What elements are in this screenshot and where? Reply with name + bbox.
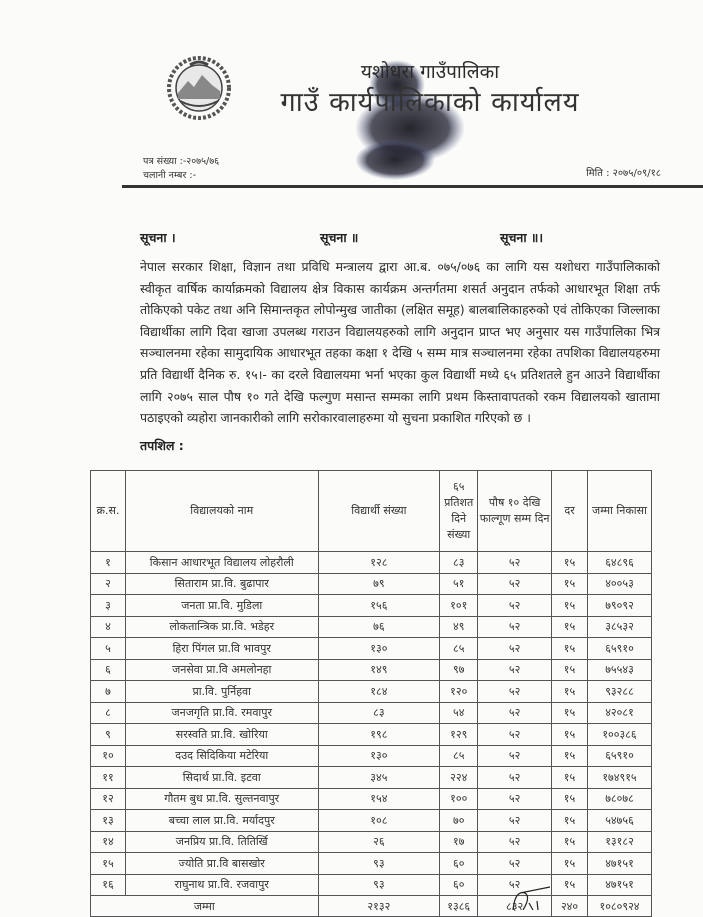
cell-rate: १५ <box>552 745 588 767</box>
cell-school-name: जनजगृति प्रा.वि. रमवापुर <box>125 702 318 724</box>
cell-serial: १३ <box>91 810 126 832</box>
cell-days: ५२ <box>478 745 552 767</box>
cell-serial: १२ <box>91 788 126 810</box>
cell-serial: ७ <box>91 681 126 703</box>
reference-number: पत्र संख्या :-२०७५/७६ <box>143 156 220 167</box>
table-row <box>91 638 652 660</box>
cell-serial: ११ <box>91 767 126 789</box>
table-row <box>91 874 652 896</box>
allocation-table <box>90 470 652 917</box>
cell-students: १०८ <box>318 810 440 832</box>
cell-serial: १ <box>91 552 126 574</box>
cell-rate: १५ <box>552 616 588 638</box>
cell-school-name: सिदार्थ प्रा.वि. इटवा <box>125 767 318 789</box>
cell-rate: १५ <box>552 788 588 810</box>
cell-amount: ७८०७८ <box>588 788 652 810</box>
cell-serial: १४ <box>91 831 126 853</box>
cell-65-percent: १७ <box>440 831 478 853</box>
cell-65-percent: ४९ <box>440 616 478 638</box>
cell-school-name: बच्चा लाल प्रा.वि. मर्यादपुर <box>125 810 318 832</box>
cell-students: १२८ <box>318 552 440 574</box>
cell-65-percent: १०१ <box>440 595 478 617</box>
office-name: गाउँ कार्यपालिकाको कार्यालय <box>280 87 580 118</box>
header-school-name: विद्यालयको नाम <box>125 471 318 552</box>
cell-days: ५२ <box>478 724 552 746</box>
cell-65-percent: ६० <box>440 853 478 875</box>
cell-amount: ९३२८८ <box>588 681 652 703</box>
cell-students: १४९ <box>318 659 440 681</box>
cell-school-name: सिताराम प्रा.वि. बुढापार <box>125 573 318 595</box>
cell-amount: १००३८६ <box>588 724 652 746</box>
cell-students: ९३ <box>318 853 440 875</box>
notice-heading-3: सूचना ॥। <box>500 230 544 245</box>
cell-rate: १५ <box>552 853 588 875</box>
cell-school-name: जनसेवा प्रा.वि अमलोनहा <box>125 659 318 681</box>
cell-amount: ४२०८१ <box>588 702 652 724</box>
cell-65-percent: ६० <box>440 874 478 896</box>
table-row <box>91 702 652 724</box>
cell-65-percent: ५१ <box>440 573 478 595</box>
cell-days: ५२ <box>478 595 552 617</box>
header-65-percent: ६५ प्रतिशत दिने संख्या <box>440 471 478 552</box>
cell-65-percent: ७० <box>440 810 478 832</box>
cell-serial: ३ <box>91 595 126 617</box>
cell-students: ८३ <box>318 702 440 724</box>
cell-amount: ५४७५६ <box>588 810 652 832</box>
total-amount: १०८०९२४ <box>588 896 652 917</box>
cell-serial: ५ <box>91 638 126 660</box>
total-label: जम्मा <box>91 896 319 917</box>
cell-school-name: गौतम बुध प्रा.वि. सुल्तनवापुर <box>125 788 318 810</box>
cell-amount: ७९०९२ <box>588 595 652 617</box>
cell-serial: १६ <box>91 874 126 896</box>
cell-serial: १५ <box>91 853 126 875</box>
table-row <box>91 659 652 681</box>
cell-amount: ४७१५१ <box>588 853 652 875</box>
cell-school-name: ज्योति प्रा.वि बासखोर <box>125 853 318 875</box>
cell-rate: १५ <box>552 638 588 660</box>
table-row <box>91 745 652 767</box>
cell-students: २६ <box>318 831 440 853</box>
table-row <box>91 681 652 703</box>
header-divider <box>122 185 703 188</box>
letter-date: मिति : २०७५/०९/१८ <box>586 168 661 179</box>
header-serial: क्र.स. <box>91 471 126 552</box>
header-students: विद्यार्थी संख्या <box>318 471 440 552</box>
cell-serial: ९ <box>91 724 126 746</box>
cell-days: ५२ <box>478 573 552 595</box>
cell-rate: १५ <box>552 681 588 703</box>
cell-amount: ६५९१० <box>588 638 652 660</box>
cell-65-percent: २२४ <box>440 767 478 789</box>
table-row <box>91 724 652 746</box>
cell-rate: १५ <box>552 810 588 832</box>
cell-rate: १५ <box>552 767 588 789</box>
notice-heading-2: सूचना ॥ <box>320 230 359 245</box>
signature <box>505 885 555 910</box>
cell-students: १९८ <box>318 724 440 746</box>
cell-serial: २ <box>91 573 126 595</box>
cell-students: १५४ <box>318 788 440 810</box>
table-row <box>91 573 652 595</box>
cell-students: ३४५ <box>318 767 440 789</box>
total-row <box>91 896 652 917</box>
cell-days: ५२ <box>478 552 552 574</box>
cell-school-name: लोकतान्त्रिक प्रा.वि. भडेहर <box>125 616 318 638</box>
cell-students: १८४ <box>318 681 440 703</box>
table-header-row <box>91 471 652 552</box>
cell-rate: १५ <box>552 595 588 617</box>
cell-days: ५२ <box>478 874 552 896</box>
cell-students: ७९ <box>318 573 440 595</box>
cell-65-percent: १२० <box>440 681 478 703</box>
cell-amount: ६४८९६ <box>588 552 652 574</box>
cell-65-percent: १२९ <box>440 724 478 746</box>
cell-65-percent: ९७ <box>440 659 478 681</box>
cell-school-name: हिरा पिंगल प्रा.वि भावपुर <box>125 638 318 660</box>
cell-65-percent: १०० <box>440 788 478 810</box>
cell-65-percent: ८३ <box>440 552 478 574</box>
cell-school-name: सरस्वति प्रा.वि. खोरिया <box>125 724 318 746</box>
header-rate: दर <box>552 471 588 552</box>
cell-65-percent: ५४ <box>440 702 478 724</box>
cell-rate: १५ <box>552 552 588 574</box>
cell-days: ५२ <box>478 702 552 724</box>
cell-school-name: प्रा.वि. पुर्निहवा <box>125 681 318 703</box>
cell-days: ५२ <box>478 853 552 875</box>
cell-days: ५२ <box>478 638 552 660</box>
details-label: तपशिल : <box>140 438 184 453</box>
table-row <box>91 810 652 832</box>
municipality-name: यशोधरा गाउँपालिका <box>360 61 500 83</box>
dispatch-number: चलानी नम्बर :- <box>143 170 197 181</box>
cell-rate: १५ <box>552 831 588 853</box>
cell-rate: १५ <box>552 874 588 896</box>
cell-students: १३० <box>318 638 440 660</box>
cell-days: ५२ <box>478 810 552 832</box>
cell-school-name: किसान आधारभूत विद्यालय लोहरौली <box>125 552 318 574</box>
cell-amount: १३१८२ <box>588 831 652 853</box>
table-row <box>91 616 652 638</box>
cell-serial: ८ <box>91 702 126 724</box>
table-row <box>91 595 652 617</box>
cell-amount: ४७१५१ <box>588 874 652 896</box>
cell-school-name: राघुनाथ प्रा.वि. रजवापुर <box>125 874 318 896</box>
cell-65-percent: ८५ <box>440 745 478 767</box>
table-row <box>91 552 652 574</box>
cell-65-percent: ८५ <box>440 638 478 660</box>
header-total-amount: जम्मा निकासा <box>588 471 652 552</box>
cell-days: ५२ <box>478 831 552 853</box>
cell-days: ५२ <box>478 659 552 681</box>
cell-rate: १५ <box>552 724 588 746</box>
total-rate: २४० <box>552 896 588 917</box>
cell-amount: १७४९१५ <box>588 767 652 789</box>
cell-school-name: जनप्रिय प्रा.वि. तितिर्खि <box>125 831 318 853</box>
cell-amount: ६५९१० <box>588 745 652 767</box>
cell-amount: ३८५३२ <box>588 616 652 638</box>
cell-school-name: दउद सिदिकिया मटेरिया <box>125 745 318 767</box>
cell-students: १३० <box>318 745 440 767</box>
cell-students: १५६ <box>318 595 440 617</box>
cell-days: ५२ <box>478 616 552 638</box>
total-days: ८३२ <box>478 896 552 917</box>
cell-amount: ४००५३ <box>588 573 652 595</box>
cell-amount: ७५५४३ <box>588 659 652 681</box>
total-students: २१३२ <box>318 896 440 917</box>
cell-serial: १० <box>91 745 126 767</box>
cell-school-name: जनता प्रा.वि. मुडिला <box>125 595 318 617</box>
notice-body: नेपाल सरकार शिक्षा, विज्ञान तथा प्रविधि मन्त्रालय द्वारा आ.ब. ०७५/०७६ का लागि यस यशोधरा गाउँपालिकाको स्वीकृत वार्षिक कार्याक्रमको विद्यालय क्षेत्र विकास कार्यक्रम अन्तर्गतमा शसर्त अनुदान तर्फको आधारभूत शिक्षा तर्फ तोकिएको पकेट तथा अनि सिमान्तकृत लोपोन्मुख जातीका (लक्षित समूह) बालबालिकाहरुको एवं तोकिएका जिल्लाका विद्यार्थीका लागि दिवा खाजा उपलब्ध गराउन विद्यालयहरुको लागि अनुदान प्राप्त भए अनुसार यस गाउँपालिका भित्र सञ्चालनमा रहेका सामुदायिक आधारभूत तहका कक्षा १ देखि ५ सम्म मात्र सञ्चालनमा रहेका तपशिका विद्यालयहरुमा प्रति विद्यार्थी दैनिक रु. १५।- का दरले विद्यालयमा भर्ना भएका कुल विद्यार्थी मध्ये ६५ प्रतिशतले हुन आउने विद्यार्थीका लागि २०७५ साल पौष १० गते देखि फल्गुण मसान्त सम्मका लागि प्रथम किस्तावापतको रकम विद्यालयको खातामा पठाइएको व्यहोरा जानकारीको लागि सरोकारवालाहरुमा यो सुचना प्रकाशित गरिएको छ । <box>140 259 660 426</box>
table-row <box>91 853 652 875</box>
cell-rate: १५ <box>552 573 588 595</box>
header-days: पौष १० देखि फाल्गूण सम्म दिन <box>478 471 552 552</box>
cell-serial: ६ <box>91 659 126 681</box>
table-row <box>91 767 652 789</box>
cell-days: ५२ <box>478 788 552 810</box>
notice-heading-1: सूचना । <box>140 230 176 245</box>
table-row <box>91 788 652 810</box>
cell-students: ७६ <box>318 616 440 638</box>
cell-rate: १५ <box>552 702 588 724</box>
cell-days: ५२ <box>478 681 552 703</box>
cell-serial: ४ <box>91 616 126 638</box>
total-65-percent: १३८६ <box>440 896 478 917</box>
cell-days: ५२ <box>478 767 552 789</box>
table-row <box>91 831 652 853</box>
cell-students: ९३ <box>318 874 440 896</box>
cell-rate: १५ <box>552 659 588 681</box>
